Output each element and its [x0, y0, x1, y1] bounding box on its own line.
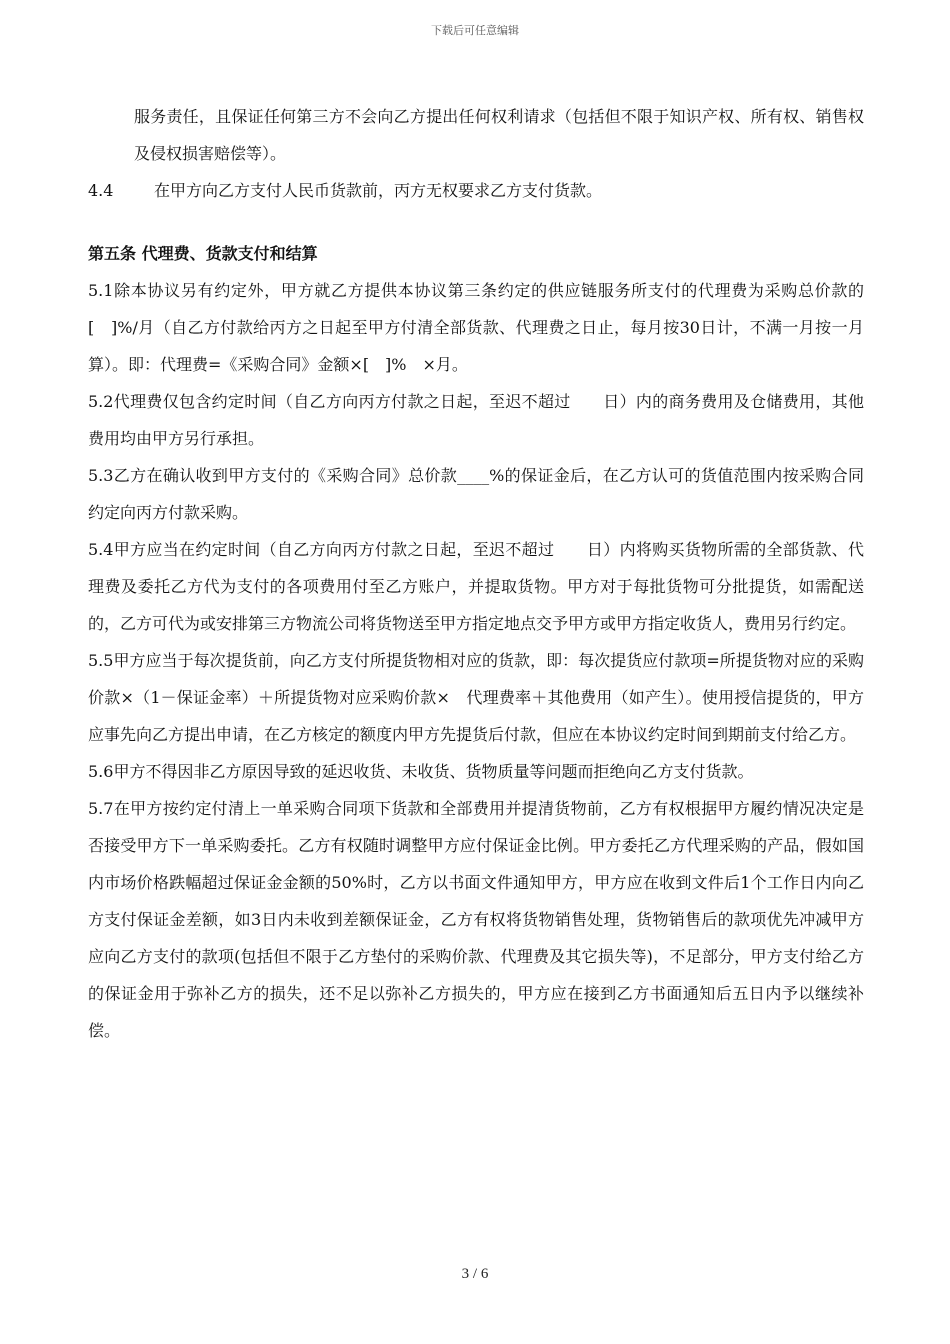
section-heading: 第五条 代理费、货款支付和结算 [88, 244, 318, 263]
page-header: 下载后可任意编辑 [431, 24, 519, 37]
clause-text: 在甲方向乙方支付人民币货款前，丙方无权要求乙方支付货款。 [154, 181, 603, 200]
paragraph-5-2: 5.2代理费仅包含约定时间（自乙方向丙方付款之日起，至迟不超过 日）内的商务费用及仓储费用，其他费用均由甲方另行承担。 [88, 392, 864, 448]
document-body [88, 98, 864, 1049]
continuation-paragraph: 服务责任，且保证任何第三方不会向乙方提出任何权利请求（包括但不限于知识产权、所有权、销售权及侵权损害赔偿等）。 [134, 107, 864, 163]
paragraph-5-4: 5.4甲方应当在约定时间（自乙方向丙方付款之日起，至迟不超过 日）内将购买货物所需的全部货款、代理费及委托乙方代为支付的各项费用付至乙方账户，并提取货物。甲方对于每批货物可分批提货，如需配送的，乙方可代为或安排第三方物流公司将货物送至甲方指定地点交予甲方或甲方指定收货人，费用另行约定。 [88, 540, 864, 633]
clause-4-4 [88, 172, 864, 209]
clause-number: 4.4 [88, 181, 114, 200]
paragraph-5-5: 5.5甲方应当于每次提货前，向乙方支付所提货物相对应的货款，即：每次提货应付款项=所提货物对应的采购价款×（1－保证金率）＋所提货物对应采购价款× 代理费率＋其他费用（如产生）。使用授信提货的，甲方应事先向乙方提出申请，在乙方核定的额度内甲方先提货后付款，但应在本协议约定时间到期前支付给乙方。 [88, 651, 864, 744]
paragraph-5-6: 5.6甲方不得因非乙方原因导致的延迟收货、未收货、货物质量等问题而拒绝向乙方支付货款。 [88, 762, 754, 781]
paragraph-5-7: 5.7在甲方按约定付清上一单采购合同项下货款和全部费用并提清货物前，乙方有权根据甲方履约情况决定是否接受甲方下一单采购委托。乙方有权随时调整甲方应付保证金比例。甲方委托乙方代理采购的产品，假如国内市场价格跌幅超过保证金金额的50%时，乙方以书面文件通知甲方，甲方应在收到文件后1个工作日内向乙方支付保证金差额，如3日内未收到差额保证金，乙方有权将货物销售处理，货物销售后的款项优先冲减甲方应向乙方支付的款项(包括但不限于乙方垫付的采购价款、代理费及其它损失等)，不足部分，甲方支付给乙方的保证金用于弥补乙方的损失，还不足以弥补乙方损失的，甲方应在接到乙方书面通知后五日内予以继续补偿。 [88, 799, 864, 1040]
paragraph-5-3: 5.3乙方在确认收到甲方支付的《采购合同》总价款____%的保证金后，在乙方认可的货值范围内按采购合同约定向丙方付款采购。 [88, 466, 864, 522]
page-number: 3 / 6 [461, 1266, 489, 1282]
paragraph-5-1: 5.1除本协议另有约定外，甲方就乙方提供本协议第三条约定的供应链服务所支付的代理费为采购总价款的[ ]%/月（自乙方付款给丙方之日起至甲方付清全部货款、代理费之日止，每月按30日计，不满一月按一月算）。即：代理费=《采购合同》金额×[ ]% ×月。 [88, 281, 864, 374]
